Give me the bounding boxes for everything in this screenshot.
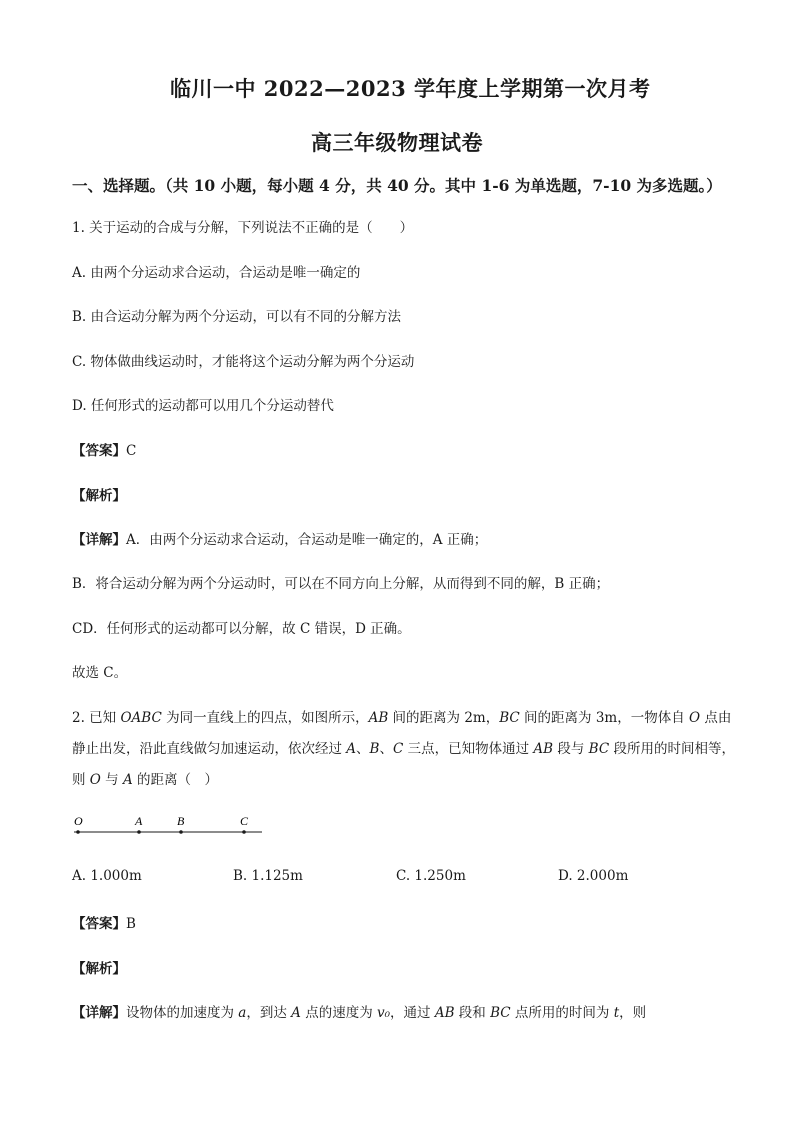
point-b: [179, 830, 183, 834]
answer-tag: 【答案】: [72, 916, 126, 932]
page-subtitle: 高三年级物理试卷: [311, 130, 483, 155]
math-var: B: [369, 741, 380, 757]
q1-option-b: B. 由合运动分解为两个分运动，可以有不同的分解方法: [72, 309, 402, 325]
q2-stem-line-1: [72, 706, 731, 726]
label-b: B: [177, 814, 185, 828]
q2-stem-line-2: [72, 737, 735, 757]
text: 段和: [454, 1005, 491, 1021]
math-var: A: [346, 741, 357, 757]
q1-option-c: C. 物体做曲线运动时，才能将这个运动分解为两个分运动: [72, 354, 415, 370]
q2-option-a: A. 1.000m: [72, 868, 142, 884]
text: 则: [72, 772, 90, 788]
q1-stem: 1. 关于运动的合成与分解，下列说法不正确的是（ ）: [72, 220, 414, 236]
math-var: OABC: [120, 710, 162, 726]
q1-option-d: D. 任何形式的运动都可以用几个分运动替代: [72, 398, 334, 414]
point-o: [76, 830, 80, 834]
q1-analysis-tag: 【解析】: [72, 488, 126, 504]
label-a: A: [135, 814, 143, 828]
q2-option-d: D. 2.000m: [558, 868, 629, 884]
text: 静止出发，沿此直线做匀加速运动，依次经过: [72, 741, 347, 757]
text: 2. 已知: [72, 710, 121, 726]
math-var: AB: [533, 741, 554, 757]
detail-tag: 【详解】: [72, 532, 126, 548]
math-var: t: [613, 1005, 620, 1021]
q2-analysis-tag: 【解析】: [72, 961, 126, 977]
q2-answer: [72, 912, 136, 932]
q1-detail-line-cd: CD．任何形式的运动都可以分解，故 C 错误，D 正确。: [72, 621, 411, 637]
detail-text: A．由两个分运动求合运动，合运动是唯一确定的，A 正确；: [126, 532, 488, 548]
text: 间的距离为 2m，: [388, 710, 500, 726]
point-a: [137, 830, 141, 834]
answer-value: C: [126, 443, 137, 459]
label-c: C: [240, 814, 249, 828]
q1-option-a: A. 由两个分运动求合运动，合运动是唯一确定的: [72, 265, 361, 281]
math-var: A: [122, 772, 133, 788]
math-var: AB: [434, 1005, 455, 1021]
point-c: [242, 830, 246, 834]
text: 的距离（ ）: [132, 772, 219, 788]
text: 为同一直线上的四点，如图所示，: [161, 710, 369, 726]
math-var: O: [89, 772, 101, 788]
line-diagram: [72, 812, 272, 838]
q2-option-c: C. 1.250m: [396, 868, 466, 884]
text: ，通过: [390, 1005, 435, 1021]
q1-conclusion: 故选 C。: [72, 665, 128, 681]
detail-tag: 【详解】: [72, 1005, 126, 1021]
math-var: BC: [588, 741, 610, 757]
math-var: BC: [499, 710, 520, 726]
math-var: A: [291, 1005, 301, 1021]
q2-option-b: B. 1.125m: [233, 868, 303, 884]
q1-detail-line-b: B．将合运动分解为两个分运动时，可以在不同方向上分解，从而得到不同的解，B 正确；: [72, 576, 610, 592]
math-var: C: [392, 741, 404, 757]
text: 点所用的时间为: [510, 1005, 614, 1021]
text: ，则: [619, 1005, 647, 1021]
section-heading: 一、选择题。（共 10 小题，每小题 4 分，共 40 分。其中 1-6 为单选题，7-10 为多选题。）: [72, 176, 722, 195]
answer-tag: 【答案】: [72, 443, 126, 459]
text: 、: [356, 741, 370, 757]
text: 点由: [700, 710, 732, 726]
page-title: 临川一中 2022—2023 学年度上学期第一次月考: [170, 76, 651, 101]
line-diagram-svg: [72, 812, 272, 838]
text: 间的距离为 3m，一物体自: [519, 710, 690, 726]
math-var: AB: [368, 710, 389, 726]
text: 三点，已知物体通过: [403, 741, 534, 757]
text: 、: [379, 741, 393, 757]
text: 段所用的时间相等，: [609, 741, 735, 757]
text: 段与: [553, 741, 589, 757]
math-var: BC: [490, 1005, 511, 1021]
q1-detail: [72, 528, 487, 548]
math-var: v₀: [377, 1005, 391, 1021]
q2-detail: [72, 1001, 646, 1021]
answer-value: B: [126, 916, 136, 932]
q2-stem-line-3: [72, 768, 218, 788]
math-var: a: [238, 1005, 247, 1021]
text: 设物体的加速度为: [126, 1005, 239, 1021]
math-var: O: [689, 710, 701, 726]
label-o: O: [74, 814, 83, 828]
text: 与: [100, 772, 123, 788]
text: ，到达: [246, 1005, 292, 1021]
q1-answer: [72, 439, 136, 459]
text: 点的速度为: [300, 1005, 377, 1021]
